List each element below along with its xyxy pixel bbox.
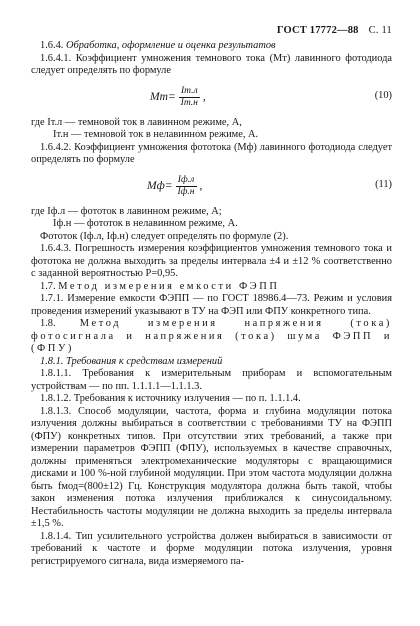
body-text xyxy=(31,40,392,568)
standard-number: ГОСТ 17772—88 xyxy=(276,25,359,36)
definition-line: Iт.н — темновой ток в нелавинном режиме, А. xyxy=(53,129,259,140)
section-title: Обработка, оформление и оценка результатов xyxy=(66,40,276,51)
paragraph-1-8-1-4: 1.8.1.4. Тип усилительного устройства должен выбираться в зависимости от требований к частоте и форме модуляции потока излучения, уровня регистрируемого сигнала, вида измеряемого па- xyxy=(31,530,392,567)
section-heading-1-7: 1.7. Метод измерения емкости ФЭПП xyxy=(40,280,280,292)
definition-line: Iф.н — фототок в нелавинном режиме, А. xyxy=(53,218,238,229)
denominator: Iф.н xyxy=(177,187,195,197)
paragraph-1-8-1-3: 1.8.1.3. Способ модуляции, частота, форма и глубина модуляции потока излучения должны выбираться в соответствии с требованиями ТУ на ФЭПП (ФПУ) конкретных типов. При отсутствии этих требований, а также при измерении параметров ФЭПП (ФПУ), используемых в качестве справочных, должны применяться электромеханические модуляторы с вращающимися дисками и 100 %-ной глубиной модуляции. При этом частота модуляции должна быть fмод=(800±12) Гц. Конструкция модулятора должна быть такой, чтобы закон изменения потока излучения приближался к синусоидальному. Нестабильность частоты модуляции не должна выходить за пределы интервала ±1,5 %. xyxy=(31,405,392,529)
paragraph-photocurrent: Фототок (Iф.л, Iф.н) следует определять по формуле (2). xyxy=(40,230,289,242)
paragraph-1-6-4-3: 1.6.4.3. Погрешность измерения коэффициентов умножения темнового тока и фототока не должна выходить за пределы интервала ±4 и ±12 % соответственно с заданной вероятностью P=0,95. xyxy=(31,243,392,279)
definitions-11 xyxy=(31,206,392,231)
section-heading-1-8: 1.8. Метод измерения напряжения (тока) фотосигнала и напряжения (тока) шума ФЭПП и (ФПУ) xyxy=(31,318,392,354)
page-number: С. 11 xyxy=(368,25,392,36)
running-header xyxy=(277,25,392,36)
formula-lhs: Mт= xyxy=(150,91,176,104)
paragraph-1-7-1: 1.7.1. Измерение емкости ФЭПП — по ГОСТ 18986.4—73. Режим и условия проведения измерений указывают в ТУ на ФЭП или ФПУ конкретного типа. xyxy=(31,293,392,317)
section-title: Метод измерения напряжения (тока) фотосигнала и напряжения (тока) шума ФЭПП и (ФПУ) xyxy=(31,318,392,354)
formula-fraction xyxy=(176,175,197,198)
definition-line: где Iф.л — фототок в лавинном режиме, А; xyxy=(31,205,222,217)
paragraph-1-8-1-1: 1.8.1.1. Требования к измерительным приборам и вспомогательным устройствам — по пп. 1.1.1.1—1.1.1.3. xyxy=(31,368,392,392)
formula-number: (11) xyxy=(375,178,392,190)
formula-number: (10) xyxy=(374,89,392,101)
definition-line: где Iт.л — темновой ток в лавинном режиме, А, xyxy=(31,116,242,128)
paragraph-1-6-4-1: 1.6.4.1. Коэффициент умножения темнового тока (Mт) лавинного фотодиода следует определять по формуле xyxy=(31,52,392,76)
section-heading-1-6-4: 1.6.4. Обработка, оформление и оценка результатов xyxy=(40,40,276,51)
numerator: Iф.л xyxy=(177,175,195,185)
formula-10: Mт= $\frac{Iт.л}{Iт.н}$ , (10) xyxy=(150,86,392,108)
definitions-10 xyxy=(31,117,392,142)
formula-fraction xyxy=(179,86,200,109)
section-heading-1-8-1: 1.8.1. Требования к средствам измерений xyxy=(40,355,223,367)
paragraph-1-6-4-2: 1.6.4.2. Коэффициент умножения фототока (Mф) лавинного фотодиода следует определять по формуле xyxy=(31,141,392,165)
numerator: Iт.л xyxy=(180,86,198,96)
section-title: Метод измерения емкости ФЭПП xyxy=(58,280,280,292)
formula-11: Mф= $\frac{Iф.л}{Iф.н}$ , (11) xyxy=(147,175,392,197)
denominator: Iт.н xyxy=(180,98,198,108)
formula-lhs: Mф= xyxy=(147,180,173,193)
paragraph-1-8-1-2: 1.8.1.2. Требования к источнику излучения — по п. 1.1.1.4. xyxy=(40,393,301,404)
